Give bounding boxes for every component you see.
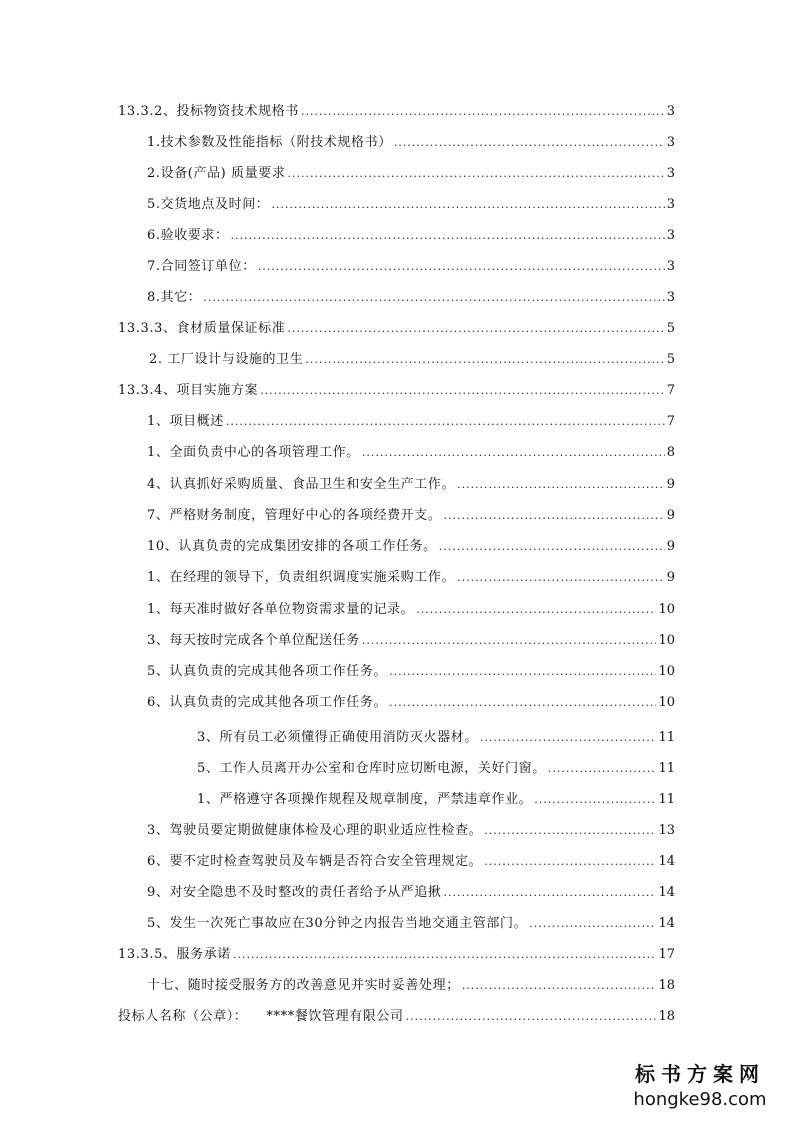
watermark-title: 标书方案网 bbox=[635, 1062, 765, 1086]
toc-entry-label: 2.设备(产品) 质量要求 bbox=[147, 166, 286, 181]
toc-entry-page: 3 bbox=[666, 228, 675, 243]
toc-entry-page: 10 bbox=[658, 695, 675, 710]
toc-entry-page: 10 bbox=[658, 633, 675, 648]
leader-dots bbox=[203, 289, 664, 307]
toc-entry-label: 5、工作人员离开办公室和仓库时应切断电源，关好门窗。 bbox=[197, 761, 546, 776]
toc-entry bbox=[147, 632, 675, 650]
toc-entry-label: 6、要不定时检查驾驶员及车辆是否符合安全管理规定。 bbox=[147, 854, 483, 869]
toc-entry-label: 5.交货地点及时间： bbox=[147, 197, 270, 212]
toc-entry bbox=[147, 413, 675, 431]
leader-dots bbox=[305, 351, 664, 369]
leader-dots bbox=[443, 884, 656, 902]
toc-entry bbox=[147, 444, 675, 462]
leader-dots bbox=[226, 413, 665, 431]
toc-entry-page: 3 bbox=[666, 166, 675, 181]
toc-entry bbox=[149, 351, 675, 369]
leader-dots bbox=[529, 915, 656, 933]
toc-entry-page: 9 bbox=[666, 477, 675, 492]
leader-dots bbox=[389, 663, 656, 681]
toc-entry-label: 1、项目概述 bbox=[147, 414, 224, 429]
toc-entry-page: 5 bbox=[666, 352, 675, 367]
toc-entry-page: 14 bbox=[658, 885, 675, 900]
leader-dots bbox=[287, 320, 664, 338]
toc-entry bbox=[147, 165, 675, 183]
leader-dots bbox=[484, 853, 656, 871]
toc-entry bbox=[147, 663, 675, 681]
toc-entry-label: 投标人名称（公章）： ****餐饮管理有限公司 bbox=[118, 1009, 404, 1024]
leader-dots bbox=[271, 196, 664, 214]
leader-dots bbox=[416, 601, 656, 619]
toc-entry-label: 2. 工厂设计与设施的卫生 bbox=[149, 352, 304, 367]
leader-dots bbox=[362, 632, 657, 650]
toc-entry-label: 1.技术参数及性能指标（附技术规格书） bbox=[147, 135, 392, 150]
toc-entry-page: 7 bbox=[666, 414, 675, 429]
toc-entry-page: 10 bbox=[658, 602, 675, 617]
leader-dots bbox=[548, 760, 657, 778]
leader-dots bbox=[443, 507, 664, 525]
leader-dots bbox=[258, 258, 665, 276]
toc-entry-label: 13.3.4、项目实施方案 bbox=[118, 383, 259, 398]
toc-entry-label: 3、所有员工必须懂得正确使用消防灭火器材。 bbox=[197, 730, 478, 745]
toc-entry-page: 18 bbox=[658, 1009, 675, 1024]
toc-entry-page: 3 bbox=[666, 259, 675, 274]
leader-dots bbox=[260, 382, 665, 400]
leader-dots bbox=[480, 729, 657, 747]
toc-entry-label: 7.合同签订单位： bbox=[147, 259, 256, 274]
toc-entry-page: 13 bbox=[658, 823, 675, 838]
toc-entry bbox=[147, 915, 675, 933]
toc-entry bbox=[147, 289, 675, 307]
toc-entry-page: 9 bbox=[666, 539, 675, 554]
toc-entry-page: 3 bbox=[666, 135, 675, 150]
leader-dots bbox=[394, 134, 665, 152]
leader-dots bbox=[457, 476, 665, 494]
toc-entry-page: 5 bbox=[666, 321, 675, 336]
toc-entry bbox=[147, 822, 675, 840]
toc-entry-label: 4、认真抓好采购质量、食品卫生和安全生产工作。 bbox=[147, 477, 456, 492]
toc-entry-label: 1、严格遵守各项操作规程及规章制度，严禁违章作业。 bbox=[197, 792, 533, 807]
toc-entry bbox=[118, 320, 675, 338]
toc-entry bbox=[147, 196, 675, 214]
toc-entry bbox=[147, 694, 675, 712]
toc-entry-page: 17 bbox=[658, 947, 675, 962]
leader-dots bbox=[362, 444, 665, 462]
leader-dots bbox=[534, 791, 656, 809]
leader-dots bbox=[389, 694, 656, 712]
toc-entry-page: 11 bbox=[658, 761, 675, 776]
leader-dots bbox=[484, 822, 656, 840]
leader-dots bbox=[439, 538, 665, 556]
toc-entry bbox=[118, 382, 675, 400]
toc-entry-page: 11 bbox=[658, 730, 675, 745]
leader-dots bbox=[301, 103, 665, 121]
toc-entry bbox=[197, 760, 675, 778]
toc-entry bbox=[147, 476, 675, 494]
toc-entry bbox=[197, 791, 675, 809]
toc-entry-label: 1、全面负责中心的各项管理工作。 bbox=[147, 445, 360, 460]
toc-entry-page: 7 bbox=[666, 383, 675, 398]
toc-entry bbox=[147, 884, 675, 902]
toc-entry-label: 1、每天准时做好各单位物资需求量的记录。 bbox=[147, 602, 415, 617]
toc-entry bbox=[147, 507, 675, 525]
toc-entry bbox=[118, 1008, 675, 1026]
toc-entry-page: 3 bbox=[666, 290, 675, 305]
toc-entry bbox=[147, 977, 675, 995]
toc-entry bbox=[147, 258, 675, 276]
toc-entry bbox=[147, 538, 675, 556]
toc-entry-page: 11 bbox=[658, 792, 675, 807]
leader-dots bbox=[406, 1008, 657, 1026]
toc-entry-page: 9 bbox=[666, 570, 675, 585]
toc-entry-label: 3、每天按时完成各个单位配送任务 bbox=[147, 633, 360, 648]
toc-entry-page: 8 bbox=[666, 445, 675, 460]
toc-entry-page: 10 bbox=[658, 664, 675, 679]
toc-entry bbox=[147, 853, 675, 871]
toc-entry-label: 6、认真负责的完成其他各项工作任务。 bbox=[147, 695, 388, 710]
toc-entry-label: 6.验收要求： bbox=[147, 228, 229, 243]
leader-dots bbox=[462, 977, 657, 995]
toc-entry-label: 7、严格财务制度，管理好中心的各项经费开支。 bbox=[147, 508, 442, 523]
toc-entry-label: 3、驾驶员要定期做健康体检及心理的职业适应性检查。 bbox=[147, 823, 483, 838]
toc-entry bbox=[147, 134, 675, 152]
toc-entry bbox=[147, 569, 675, 587]
toc-entry-label: 8.其它： bbox=[147, 290, 202, 305]
site-watermark bbox=[625, 1058, 775, 1110]
toc-entry-page: 9 bbox=[666, 508, 675, 523]
toc-entry-label: 1、在经理的领导下，负责组织调度实施采购工作。 bbox=[147, 570, 456, 585]
toc-entry-label: 十七、随时接受服务方的改善意见并实时妥善处理； bbox=[147, 978, 460, 993]
toc-entry bbox=[118, 946, 675, 964]
leader-dots bbox=[231, 227, 665, 245]
toc-entry-label: 13.3.2、投标物资技术规格书 bbox=[118, 104, 299, 119]
toc-entry-page: 14 bbox=[658, 854, 675, 869]
toc-entry-label: 9、对安全隐患不及时整改的责任者给予从严追揪 bbox=[147, 885, 442, 900]
toc-entry-label: 10、认真负责的完成集团安排的各项工作任务。 bbox=[147, 539, 437, 554]
toc-entry bbox=[118, 103, 675, 121]
toc-entry bbox=[147, 601, 675, 619]
toc-entry bbox=[197, 729, 675, 747]
toc-entry-label: 5、发生一次死亡事故应在30分钟之内报告当地交通主管部门。 bbox=[147, 916, 528, 931]
watermark-url: hongke98.com bbox=[633, 1089, 767, 1110]
leader-dots bbox=[287, 165, 664, 183]
leader-dots bbox=[457, 569, 665, 587]
toc-entry-label: 5、认真负责的完成其他各项工作任务。 bbox=[147, 664, 388, 679]
toc-entry-page: 3 bbox=[666, 104, 675, 119]
toc-entry-label: 13.3.3、食材质量保证标准 bbox=[118, 321, 286, 336]
toc-entry-page: 3 bbox=[666, 197, 675, 212]
toc-entry-label: 13.3.5、服务承诺 bbox=[118, 947, 231, 962]
toc-entry bbox=[147, 227, 675, 245]
toc-entry-page: 18 bbox=[658, 978, 675, 993]
toc-entry-page: 14 bbox=[658, 916, 675, 931]
leader-dots bbox=[233, 946, 657, 964]
